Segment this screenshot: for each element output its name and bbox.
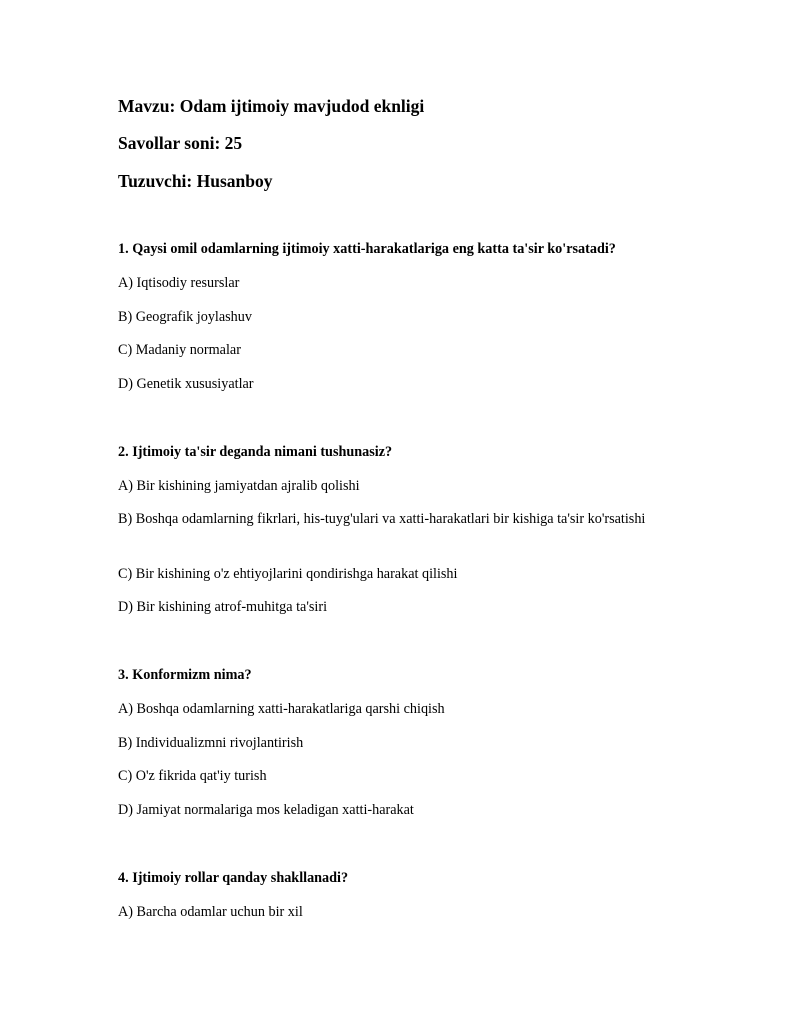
answer-option: C) Bir kishining o'z ehtiyojlarini qondirishga harakat qilishi bbox=[118, 566, 458, 582]
question-title: 3. Konformizm nima? bbox=[118, 667, 252, 683]
answer-option: C) O'z fikrida qat'iy turish bbox=[118, 768, 267, 784]
answer-option: B) Individualizmni rivojlantirish bbox=[118, 735, 304, 751]
answer-option: D) Genetik xususiyatlar bbox=[118, 376, 254, 392]
question-title: 1. Qaysi omil odamlarning ijtimoiy xatti-harakatlariga eng katta ta'sir ko'rsatadi? bbox=[118, 241, 616, 257]
answer-option: D) Bir kishining atrof-muhitga ta'siri bbox=[118, 599, 328, 615]
topic-heading: Mavzu: Odam ijtimoiy mavjudod eknligi bbox=[118, 96, 425, 116]
answer-option: B) Boshqa odamlarning fikrlari, his-tuyg'ulari va xatti-harakatlari bir kishiga ta'sir ko'rsatishi bbox=[118, 511, 646, 527]
author-heading: Tuzuvchi: Husanboy bbox=[118, 171, 273, 191]
question-title: 2. Ijtimoiy ta'sir deganda nimani tushunasiz? bbox=[118, 444, 393, 460]
question-count-heading: Savollar soni: 25 bbox=[118, 133, 243, 153]
answer-option: A) Barcha odamlar uchun bir xil bbox=[118, 904, 303, 920]
answer-option: B) Geografik joylashuv bbox=[118, 309, 252, 325]
answer-option: A) Bir kishining jamiyatdan ajralib qolishi bbox=[118, 478, 360, 494]
question-title: 4. Ijtimoiy rollar qanday shakllanadi? bbox=[118, 870, 349, 886]
answer-option: A) Boshqa odamlarning xatti-harakatlariga qarshi chiqish bbox=[118, 701, 445, 717]
answer-option: A) Iqtisodiy resurslar bbox=[118, 275, 240, 291]
answer-option: D) Jamiyat normalariga mos keladigan xatti-harakat bbox=[118, 802, 414, 818]
answer-option: C) Madaniy normalar bbox=[118, 342, 241, 358]
